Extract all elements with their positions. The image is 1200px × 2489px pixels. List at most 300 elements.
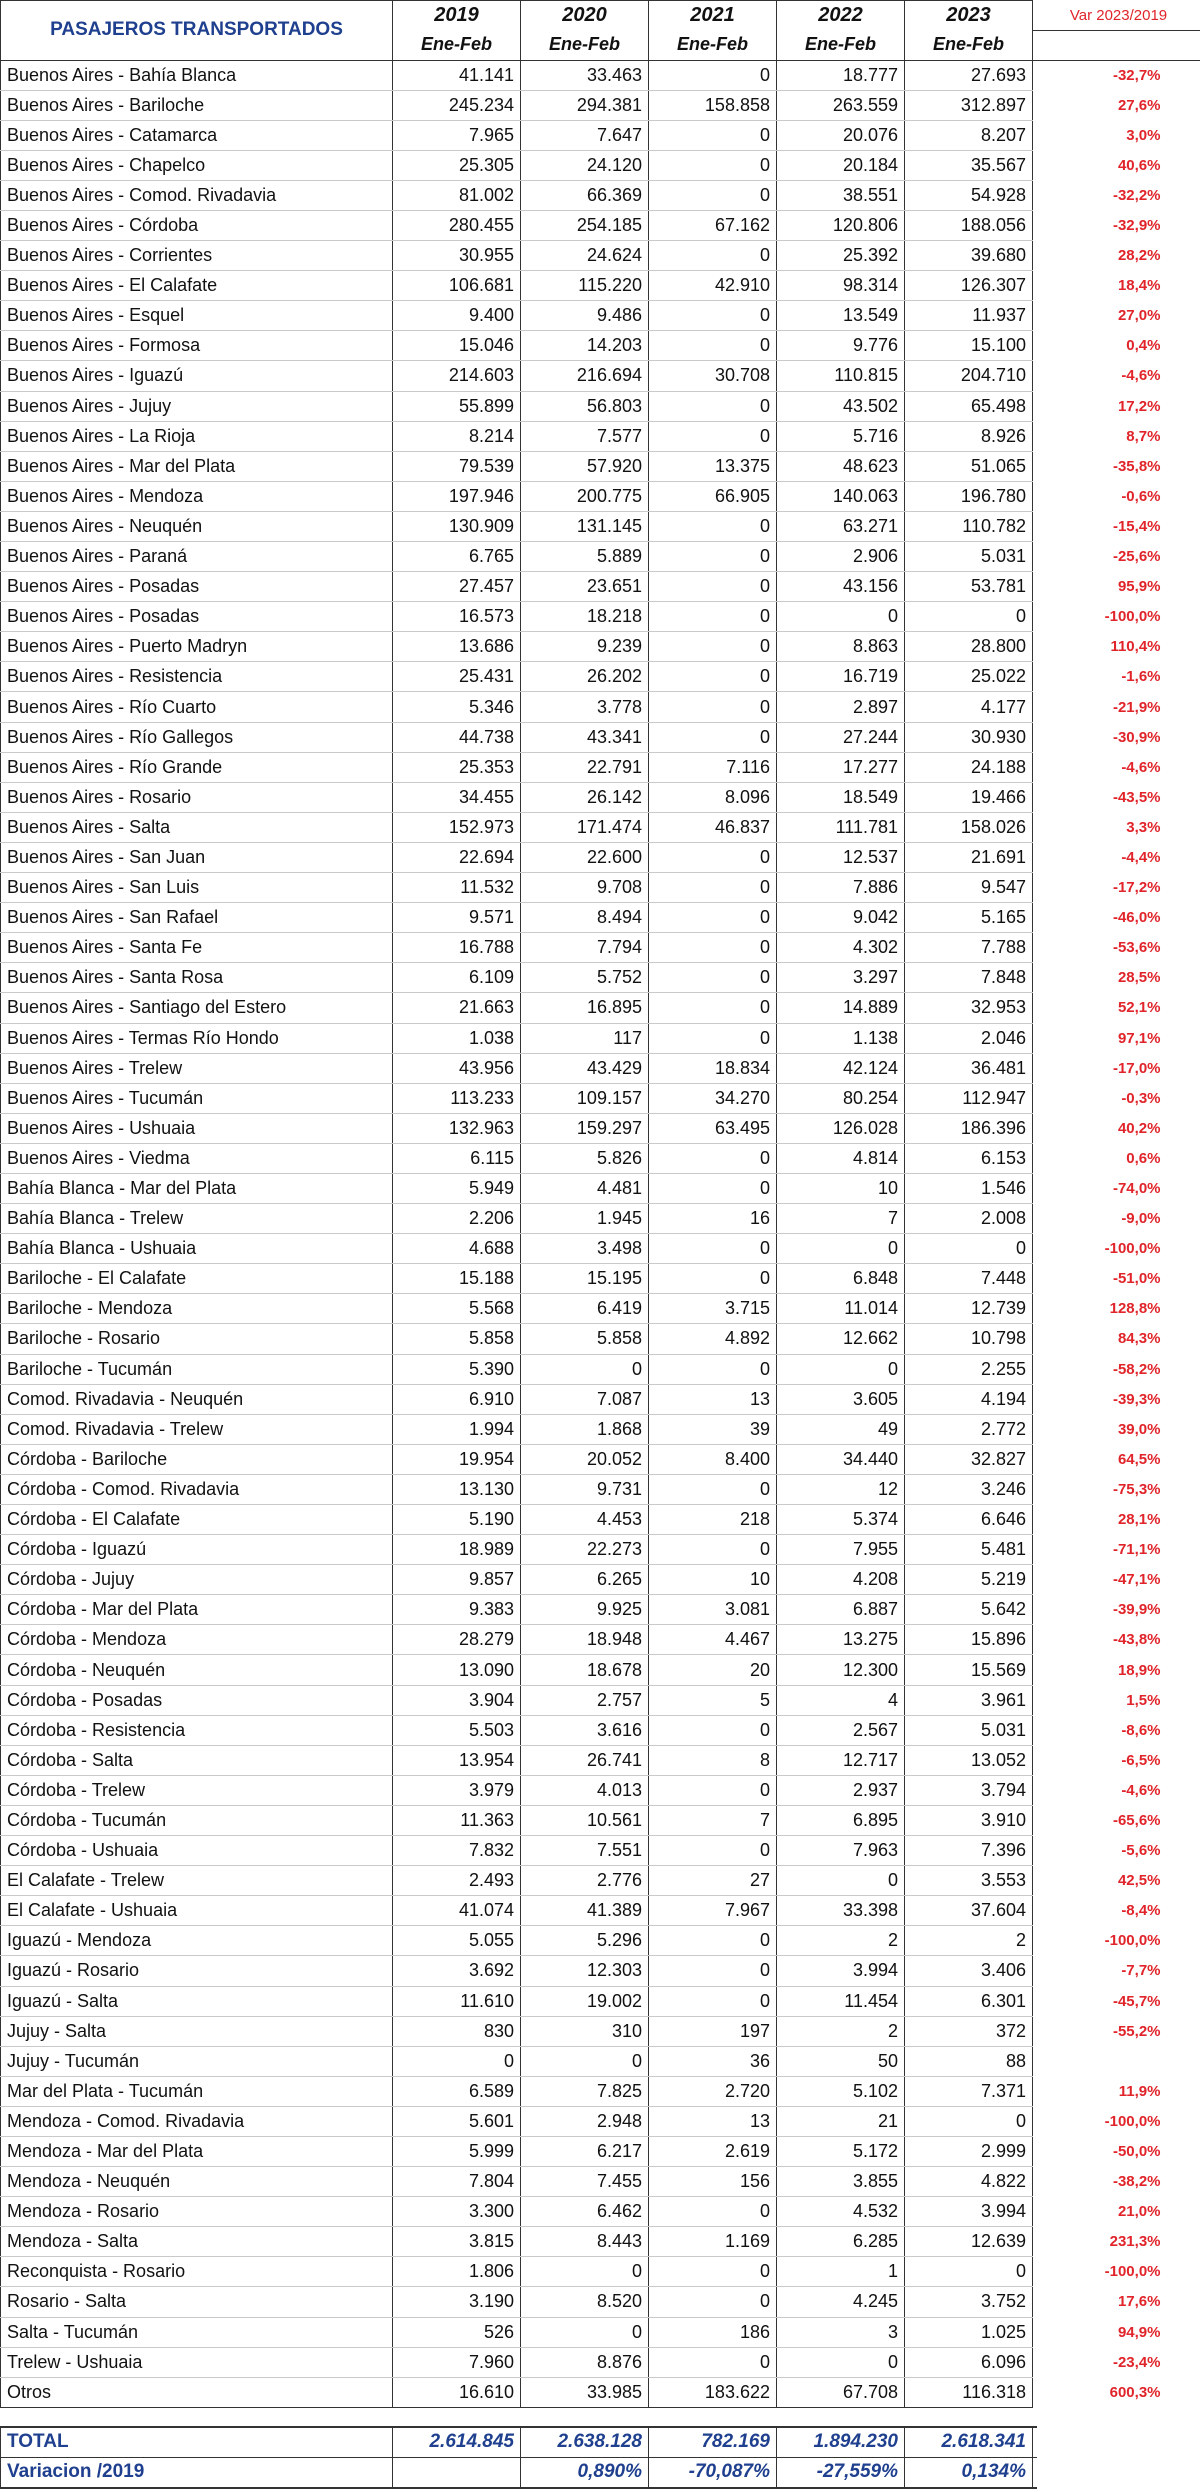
- value-2022: 0: [777, 1234, 905, 1264]
- variation-value: -46,0%: [1037, 903, 1200, 933]
- value-2023: 112.947: [905, 1083, 1033, 1113]
- table-row: [1, 2016, 1200, 2046]
- route-name: Córdoba - Posadas: [1, 1685, 393, 1715]
- year-header: 2019: [393, 1, 521, 31]
- variation-value: 231,3%: [1037, 2227, 1200, 2257]
- variation-value: 128,8%: [1037, 1294, 1200, 1324]
- table-row: [1, 2046, 1200, 2076]
- value-2020: 1.868: [521, 1414, 649, 1444]
- value-2020: 33.463: [521, 60, 649, 90]
- variation-value: 40,2%: [1037, 1113, 1200, 1143]
- value-2019: 11.532: [393, 873, 521, 903]
- value-2023: 7.848: [905, 963, 1033, 993]
- variation-value: -50,0%: [1037, 2136, 1200, 2166]
- value-2021: 0: [649, 1474, 777, 1504]
- route-name: Otros: [1, 2377, 393, 2407]
- value-2022: 2.897: [777, 692, 905, 722]
- value-2019: 7.965: [393, 120, 521, 150]
- value-2020: 3.616: [521, 1715, 649, 1745]
- value-2022: 98.314: [777, 271, 905, 301]
- value-2020: 8.494: [521, 903, 649, 933]
- value-2022: 13.549: [777, 301, 905, 331]
- route-name: Bahía Blanca - Mar del Plata: [1, 1173, 393, 1203]
- value-2020: 2.776: [521, 1866, 649, 1896]
- value-2020: 16.895: [521, 993, 649, 1023]
- value-2023: 110.782: [905, 511, 1033, 541]
- value-2019: 5.949: [393, 1173, 521, 1203]
- value-2023: 6.096: [905, 2347, 1033, 2377]
- value-2019: 13.130: [393, 1474, 521, 1504]
- value-2019: 79.539: [393, 451, 521, 481]
- table-row: [1, 2106, 1200, 2136]
- table-row: [1, 812, 1200, 842]
- value-2023: 3.246: [905, 1474, 1033, 1504]
- value-2021: 63.495: [649, 1113, 777, 1143]
- route-name: Buenos Aires - La Rioja: [1, 421, 393, 451]
- value-2020: 109.157: [521, 1083, 649, 1113]
- value-2020: 22.600: [521, 842, 649, 872]
- value-2021: 13.375: [649, 451, 777, 481]
- value-2020: 4.453: [521, 1505, 649, 1535]
- variation-row: [1, 2457, 1200, 2488]
- value-2023: 8.926: [905, 421, 1033, 451]
- value-2022: 6.848: [777, 1264, 905, 1294]
- table-row: [1, 301, 1200, 331]
- value-2020: 43.429: [521, 1053, 649, 1083]
- variation-cell: 0,890%: [521, 2457, 649, 2488]
- value-2022: 20.076: [777, 120, 905, 150]
- value-2022: 0: [777, 1354, 905, 1384]
- table-row: [1, 692, 1200, 722]
- value-2022: 38.551: [777, 180, 905, 210]
- route-name: Bariloche - Rosario: [1, 1324, 393, 1354]
- value-2022: 11.454: [777, 1986, 905, 2016]
- value-2019: 18.989: [393, 1535, 521, 1565]
- value-2020: 9.239: [521, 632, 649, 662]
- value-2020: 22.791: [521, 752, 649, 782]
- total-cell: 2.614.845: [393, 2427, 521, 2458]
- value-2021: 0: [649, 572, 777, 602]
- value-2021: 0: [649, 662, 777, 692]
- value-2023: 21.691: [905, 842, 1033, 872]
- value-2020: 57.920: [521, 451, 649, 481]
- value-2023: 13.052: [905, 1745, 1033, 1775]
- value-2023: 15.896: [905, 1625, 1033, 1655]
- value-2022: 34.440: [777, 1444, 905, 1474]
- route-name: Buenos Aires - Termas Río Hondo: [1, 1023, 393, 1053]
- value-2020: 200.775: [521, 481, 649, 511]
- value-2021: 5: [649, 1685, 777, 1715]
- value-2021: 0: [649, 2197, 777, 2227]
- value-2021: 30.708: [649, 361, 777, 391]
- value-2023: 6.301: [905, 1986, 1033, 2016]
- value-2023: 196.780: [905, 481, 1033, 511]
- value-2022: 16.719: [777, 662, 905, 692]
- variation-value: -100,0%: [1037, 2257, 1200, 2287]
- value-2022: 110.815: [777, 361, 905, 391]
- value-2021: 0: [649, 150, 777, 180]
- value-2021: 18.834: [649, 1053, 777, 1083]
- route-name: Bahía Blanca - Trelew: [1, 1204, 393, 1234]
- route-name: Salta - Tucumán: [1, 2317, 393, 2347]
- table-row: [1, 2136, 1200, 2166]
- value-2023: 32.827: [905, 1444, 1033, 1474]
- route-name: Comod. Rivadavia - Trelew: [1, 1414, 393, 1444]
- value-2022: 33.398: [777, 1896, 905, 1926]
- table-title: PASAJEROS TRANSPORTADOS: [1, 1, 393, 61]
- value-2021: 1.169: [649, 2227, 777, 2257]
- variation-value: -43,8%: [1037, 1625, 1200, 1655]
- value-2020: 8.520: [521, 2287, 649, 2317]
- table-row: [1, 1264, 1200, 1294]
- value-2019: 113.233: [393, 1083, 521, 1113]
- value-2020: 3.498: [521, 1234, 649, 1264]
- route-rows: [1, 60, 1200, 2407]
- value-2021: 67.162: [649, 210, 777, 240]
- variation-value: [1037, 2046, 1200, 2076]
- value-2020: 19.002: [521, 1986, 649, 2016]
- variation-value: 94,9%: [1037, 2317, 1200, 2347]
- route-name: Buenos Aires - Rosario: [1, 782, 393, 812]
- table-row: [1, 1505, 1200, 1535]
- value-2020: 2.757: [521, 1685, 649, 1715]
- value-2020: 216.694: [521, 361, 649, 391]
- variation-cell: -27,559%: [777, 2457, 905, 2488]
- value-2019: 11.610: [393, 1986, 521, 2016]
- variation-value: -23,4%: [1037, 2347, 1200, 2377]
- value-2021: 0: [649, 241, 777, 271]
- value-2019: 25.305: [393, 150, 521, 180]
- value-2022: 13.275: [777, 1625, 905, 1655]
- value-2019: 6.765: [393, 542, 521, 572]
- value-2021: 20: [649, 1655, 777, 1685]
- route-name: Córdoba - Mendoza: [1, 1625, 393, 1655]
- value-2019: 44.738: [393, 722, 521, 752]
- variation-label: Variacion /2019: [1, 2457, 393, 2488]
- value-2022: 2.906: [777, 542, 905, 572]
- route-name: Buenos Aires - Río Cuarto: [1, 692, 393, 722]
- value-2020: 7.455: [521, 2167, 649, 2197]
- route-name: Reconquista - Rosario: [1, 2257, 393, 2287]
- value-2023: 32.953: [905, 993, 1033, 1023]
- variation-value: -51,0%: [1037, 1264, 1200, 1294]
- value-2020: 7.087: [521, 1384, 649, 1414]
- value-2021: 39: [649, 1414, 777, 1444]
- value-2020: 4.481: [521, 1173, 649, 1203]
- value-2022: 5.374: [777, 1505, 905, 1535]
- route-name: Trelew - Ushuaia: [1, 2347, 393, 2377]
- value-2021: 7.967: [649, 1896, 777, 1926]
- table-row: [1, 632, 1200, 662]
- value-2022: 9.042: [777, 903, 905, 933]
- total-cell: 1.894.230: [777, 2427, 905, 2458]
- value-2023: 188.056: [905, 210, 1033, 240]
- table-row: [1, 993, 1200, 1023]
- year-header: 2022: [777, 1, 905, 31]
- value-2022: 6.887: [777, 1595, 905, 1625]
- value-2020: 9.731: [521, 1474, 649, 1504]
- variation-value: 3,3%: [1037, 812, 1200, 842]
- variation-value: -1,6%: [1037, 662, 1200, 692]
- variation-value: -75,3%: [1037, 1474, 1200, 1504]
- value-2022: 8.863: [777, 632, 905, 662]
- value-2022: 12.662: [777, 1324, 905, 1354]
- value-2019: 2.493: [393, 1866, 521, 1896]
- value-2023: 54.928: [905, 180, 1033, 210]
- value-2021: 0: [649, 1715, 777, 1745]
- value-2020: 24.624: [521, 241, 649, 271]
- value-2023: 8.207: [905, 120, 1033, 150]
- value-2023: 2: [905, 1926, 1033, 1956]
- variation-value: 3,0%: [1037, 120, 1200, 150]
- route-name: Mar del Plata - Tucumán: [1, 2076, 393, 2106]
- value-2019: 245.234: [393, 90, 521, 120]
- table-row: [1, 2317, 1200, 2347]
- value-2019: 3.904: [393, 1685, 521, 1715]
- value-2019: 8.214: [393, 421, 521, 451]
- value-2020: 22.273: [521, 1535, 649, 1565]
- table-row: [1, 722, 1200, 752]
- variation-value: -74,0%: [1037, 1173, 1200, 1203]
- value-2019: 16.610: [393, 2377, 521, 2407]
- value-2023: 3.910: [905, 1805, 1033, 1835]
- route-name: Buenos Aires - Jujuy: [1, 391, 393, 421]
- value-2019: 1.994: [393, 1414, 521, 1444]
- value-2022: 7.955: [777, 1535, 905, 1565]
- value-2021: 13: [649, 2106, 777, 2136]
- value-2021: 0: [649, 1535, 777, 1565]
- total-cell: 782.169: [649, 2427, 777, 2458]
- value-2023: 25.022: [905, 662, 1033, 692]
- table-row: [1, 1444, 1200, 1474]
- value-2020: 4.013: [521, 1775, 649, 1805]
- value-2021: 0: [649, 1986, 777, 2016]
- value-2022: 12.300: [777, 1655, 905, 1685]
- period-header: Ene-Feb: [393, 30, 521, 60]
- value-2019: 43.956: [393, 1053, 521, 1083]
- table-row: [1, 752, 1200, 782]
- table-row: [1, 1595, 1200, 1625]
- variation-value: -100,0%: [1037, 1926, 1200, 1956]
- variation-value: 0,6%: [1037, 1143, 1200, 1173]
- variation-value: -0,6%: [1037, 481, 1200, 511]
- route-name: Buenos Aires - Mendoza: [1, 481, 393, 511]
- value-2021: 0: [649, 542, 777, 572]
- value-2019: 5.568: [393, 1294, 521, 1324]
- value-2021: 183.622: [649, 2377, 777, 2407]
- value-2020: 2.948: [521, 2106, 649, 2136]
- value-2020: 12.303: [521, 1956, 649, 1986]
- route-name: Buenos Aires - Resistencia: [1, 662, 393, 692]
- value-2020: 159.297: [521, 1113, 649, 1143]
- value-2019: 16.573: [393, 602, 521, 632]
- table-row: [1, 1294, 1200, 1324]
- variation-value: 27,6%: [1037, 90, 1200, 120]
- variation-value: -47,1%: [1037, 1565, 1200, 1595]
- value-2023: 2.008: [905, 1204, 1033, 1234]
- table-row: [1, 1956, 1200, 1986]
- value-2021: 0: [649, 331, 777, 361]
- value-2019: 5.055: [393, 1926, 521, 1956]
- value-2020: 1.945: [521, 1204, 649, 1234]
- value-2023: 10.798: [905, 1324, 1033, 1354]
- table-row: [1, 1805, 1200, 1835]
- variation-value: 42,5%: [1037, 1866, 1200, 1896]
- value-2020: 18.948: [521, 1625, 649, 1655]
- table-row: [1, 1715, 1200, 1745]
- value-2021: 0: [649, 391, 777, 421]
- value-2022: 12: [777, 1474, 905, 1504]
- value-2023: 2.255: [905, 1354, 1033, 1384]
- variation-value: 0,4%: [1037, 331, 1200, 361]
- value-2020: 7.551: [521, 1836, 649, 1866]
- route-name: Buenos Aires - Tucumán: [1, 1083, 393, 1113]
- table-row: [1, 1775, 1200, 1805]
- route-name: Buenos Aires - Río Grande: [1, 752, 393, 782]
- table-row: [1, 2076, 1200, 2106]
- value-2022: 3: [777, 2317, 905, 2347]
- route-name: Córdoba - Tucumán: [1, 1805, 393, 1835]
- value-2023: 15.100: [905, 331, 1033, 361]
- value-2023: 158.026: [905, 812, 1033, 842]
- value-2022: 5.102: [777, 2076, 905, 2106]
- value-2020: 26.741: [521, 1745, 649, 1775]
- value-2022: 0: [777, 1866, 905, 1896]
- value-2023: 12.739: [905, 1294, 1033, 1324]
- table-row: [1, 1414, 1200, 1444]
- value-2022: 4.245: [777, 2287, 905, 2317]
- value-2022: 2.567: [777, 1715, 905, 1745]
- value-2023: 3.994: [905, 2197, 1033, 2227]
- value-2021: 0: [649, 511, 777, 541]
- value-2021: 0: [649, 2287, 777, 2317]
- value-2019: 5.858: [393, 1324, 521, 1354]
- value-2023: 36.481: [905, 1053, 1033, 1083]
- value-2021: 34.270: [649, 1083, 777, 1113]
- value-2022: 42.124: [777, 1053, 905, 1083]
- value-2023: 372: [905, 2016, 1033, 2046]
- period-header: Ene-Feb: [649, 30, 777, 60]
- variation-value: 28,5%: [1037, 963, 1200, 993]
- value-2021: 7.116: [649, 752, 777, 782]
- variation-value: -45,7%: [1037, 1986, 1200, 2016]
- value-2021: 36: [649, 2046, 777, 2076]
- value-2019: 830: [393, 2016, 521, 2046]
- value-2023: 24.188: [905, 752, 1033, 782]
- value-2021: 2.619: [649, 2136, 777, 2166]
- total-label: TOTAL: [1, 2427, 393, 2458]
- variation-value: -100,0%: [1037, 1234, 1200, 1264]
- value-2021: 0: [649, 421, 777, 451]
- table-row: [1, 1745, 1200, 1775]
- route-name: Mendoza - Rosario: [1, 2197, 393, 2227]
- value-2021: 197: [649, 2016, 777, 2046]
- value-2023: 7.396: [905, 1836, 1033, 1866]
- value-2019: 5.390: [393, 1354, 521, 1384]
- variation-value: -32,2%: [1037, 180, 1200, 210]
- route-name: Mendoza - Comod. Rivadavia: [1, 2106, 393, 2136]
- value-2019: 280.455: [393, 210, 521, 240]
- value-2019: 55.899: [393, 391, 521, 421]
- route-name: Buenos Aires - Viedma: [1, 1143, 393, 1173]
- value-2019: 3.190: [393, 2287, 521, 2317]
- table-row: [1, 1986, 1200, 2016]
- value-2022: 1.138: [777, 1023, 905, 1053]
- variation-value: 39,0%: [1037, 1414, 1200, 1444]
- value-2023: 0: [905, 2257, 1033, 2287]
- table-row: [1, 1866, 1200, 1896]
- table-row: [1, 150, 1200, 180]
- value-2022: 2: [777, 2016, 905, 2046]
- variation-value: 18,9%: [1037, 1655, 1200, 1685]
- value-2019: 41.074: [393, 1896, 521, 1926]
- value-2019: 214.603: [393, 361, 521, 391]
- route-name: Bariloche - Mendoza: [1, 1294, 393, 1324]
- table-row: [1, 2287, 1200, 2317]
- route-name: Buenos Aires - Paraná: [1, 542, 393, 572]
- value-2023: 2.772: [905, 1414, 1033, 1444]
- value-2023: 4.822: [905, 2167, 1033, 2197]
- value-2021: 10: [649, 1565, 777, 1595]
- value-2019: 22.694: [393, 842, 521, 872]
- route-name: Buenos Aires - Trelew: [1, 1053, 393, 1083]
- value-2021: 66.905: [649, 481, 777, 511]
- route-name: Córdoba - Ushuaia: [1, 1836, 393, 1866]
- value-2020: 24.120: [521, 150, 649, 180]
- value-2023: 5.031: [905, 542, 1033, 572]
- value-2023: 27.693: [905, 60, 1033, 90]
- value-2023: 5.031: [905, 1715, 1033, 1745]
- value-2020: 23.651: [521, 572, 649, 602]
- value-2020: 9.708: [521, 873, 649, 903]
- route-name: Córdoba - Jujuy: [1, 1565, 393, 1595]
- value-2020: 26.202: [521, 662, 649, 692]
- value-2019: 9.857: [393, 1565, 521, 1595]
- year-header: 2021: [649, 1, 777, 31]
- value-2022: 4.532: [777, 2197, 905, 2227]
- route-name: Córdoba - Iguazú: [1, 1535, 393, 1565]
- value-2019: 34.455: [393, 782, 521, 812]
- value-2023: 3.553: [905, 1866, 1033, 1896]
- route-name: Buenos Aires - Puerto Madryn: [1, 632, 393, 662]
- table-row: [1, 602, 1200, 632]
- value-2019: 5.503: [393, 1715, 521, 1745]
- route-name: Córdoba - Bariloche: [1, 1444, 393, 1474]
- value-2022: 21: [777, 2106, 905, 2136]
- variation-value: -100,0%: [1037, 2106, 1200, 2136]
- value-2021: 0: [649, 1354, 777, 1384]
- variation-value: -100,0%: [1037, 602, 1200, 632]
- value-2021: 0: [649, 2347, 777, 2377]
- value-2021: 0: [649, 1836, 777, 1866]
- variation-value: -4,4%: [1037, 842, 1200, 872]
- value-2022: 0: [777, 2347, 905, 2377]
- value-2021: 186: [649, 2317, 777, 2347]
- variation-cell: [393, 2457, 521, 2488]
- table-row: [1, 421, 1200, 451]
- value-2022: 9.776: [777, 331, 905, 361]
- value-2020: 9.486: [521, 301, 649, 331]
- table-row: [1, 90, 1200, 120]
- route-name: Buenos Aires - Corrientes: [1, 241, 393, 271]
- variation-value: -6,5%: [1037, 1745, 1200, 1775]
- value-2020: 18.218: [521, 602, 649, 632]
- value-2022: 6.895: [777, 1805, 905, 1835]
- variation-value: -5,6%: [1037, 1836, 1200, 1866]
- value-2020: 117: [521, 1023, 649, 1053]
- value-2021: 0: [649, 993, 777, 1023]
- table-row: [1, 1173, 1200, 1203]
